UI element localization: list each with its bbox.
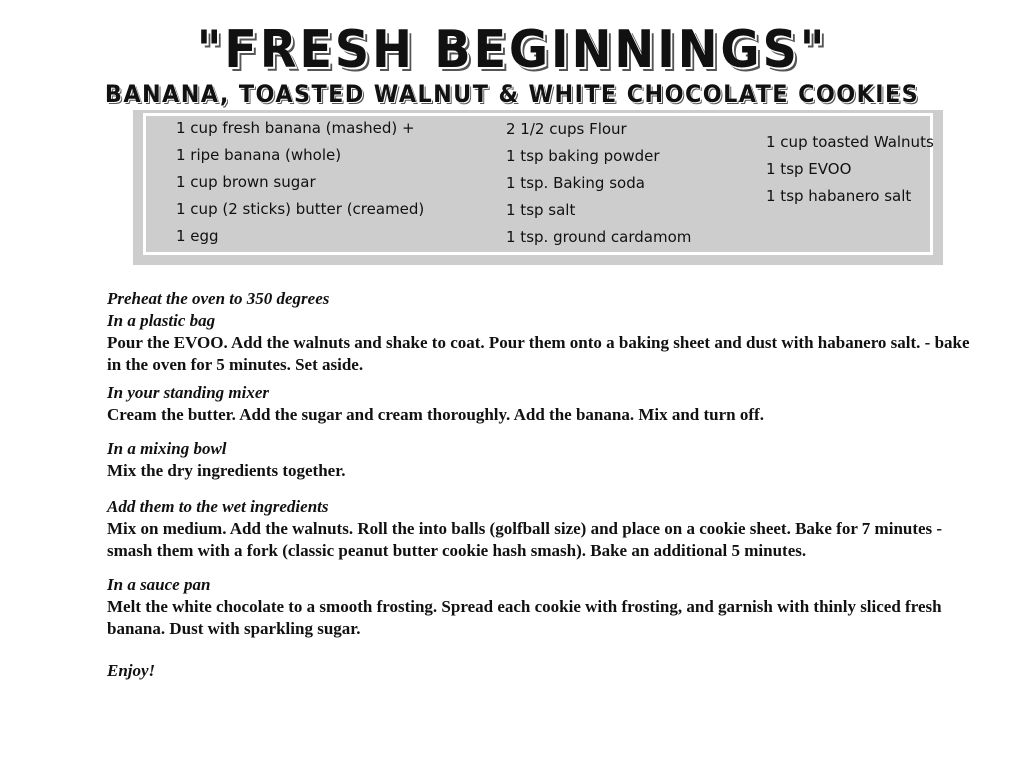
step-wet-ingredients — [107, 496, 977, 562]
ingredient-item: 1 ripe banana (whole) — [176, 146, 342, 164]
ingredient-item: 1 tsp EVOO — [766, 160, 852, 178]
step-title: In a plastic bag — [107, 311, 216, 330]
ingredient-item: 1 tsp. Baking soda — [506, 174, 645, 192]
step-title: In your standing mixer — [107, 383, 270, 402]
ingredients-column-3 — [766, 129, 934, 210]
step-text: Cream the butter. Add the sugar and cream thoroughly. Add the banana. Mix and turn off. — [107, 405, 764, 424]
step-text: Pour the EVOO. Add the walnuts and shake to coat. Pour them onto a baking sheet and dust with habanero salt. - bake in the oven for 5 minutes. Set aside. — [107, 333, 970, 374]
ingredients-column-2 — [506, 116, 691, 251]
step-text: Melt the white chocolate to a smooth frosting. Spread each cookie with frosting, and garnish with thinly sliced fresh banana. Dust with sparkling sugar. — [107, 597, 942, 638]
step-title: Add them to the wet ingredients — [107, 497, 329, 516]
ingredient-item: 1 tsp salt — [506, 201, 576, 219]
recipe-subtitle: BANANA, TOASTED WALNUT & WHITE CHOCOLATE COOKIES — [104, 80, 920, 108]
ingredient-item: 1 cup (2 sticks) butter (creamed) — [176, 200, 425, 218]
ingredients-column-1 — [176, 115, 424, 250]
ingredient-item: 1 tsp. ground cardamom — [506, 228, 692, 246]
step-text: Mix on medium. Add the walnuts. Roll the into balls (golfball size) and place on a cookie sheet. Bake for 7 minutes - smash them with a fork (classic peanut butter cookie hash smash). Bake an additional 5 minutes. — [107, 519, 943, 560]
step-title: In a mixing bowl — [107, 439, 227, 458]
ingredient-item: 1 cup brown sugar — [176, 173, 316, 191]
step-sauce-pan — [107, 574, 977, 640]
step-text: Mix the dry ingredients together. — [107, 461, 346, 480]
step-title: In a sauce pan — [107, 575, 211, 594]
ingredient-item: 1 egg — [176, 227, 219, 245]
ingredient-item: 2 1/2 cups Flour — [506, 120, 627, 138]
closing-text: Enjoy! — [107, 661, 156, 680]
ingredient-item: 1 cup fresh banana (mashed) + — [176, 119, 415, 137]
step-bowl — [107, 438, 977, 482]
step-title: Preheat the oven to 350 degrees — [107, 289, 330, 308]
step-mixer — [107, 382, 977, 426]
ingredient-item: 1 tsp habanero salt — [766, 187, 912, 205]
instructions — [107, 288, 977, 682]
ingredient-item: 1 tsp baking powder — [506, 147, 660, 165]
ingredient-item: 1 cup toasted Walnuts — [766, 133, 934, 151]
recipe-title: "FRESH BEGINNINGS" — [196, 20, 828, 80]
step-preheat — [107, 288, 977, 376]
